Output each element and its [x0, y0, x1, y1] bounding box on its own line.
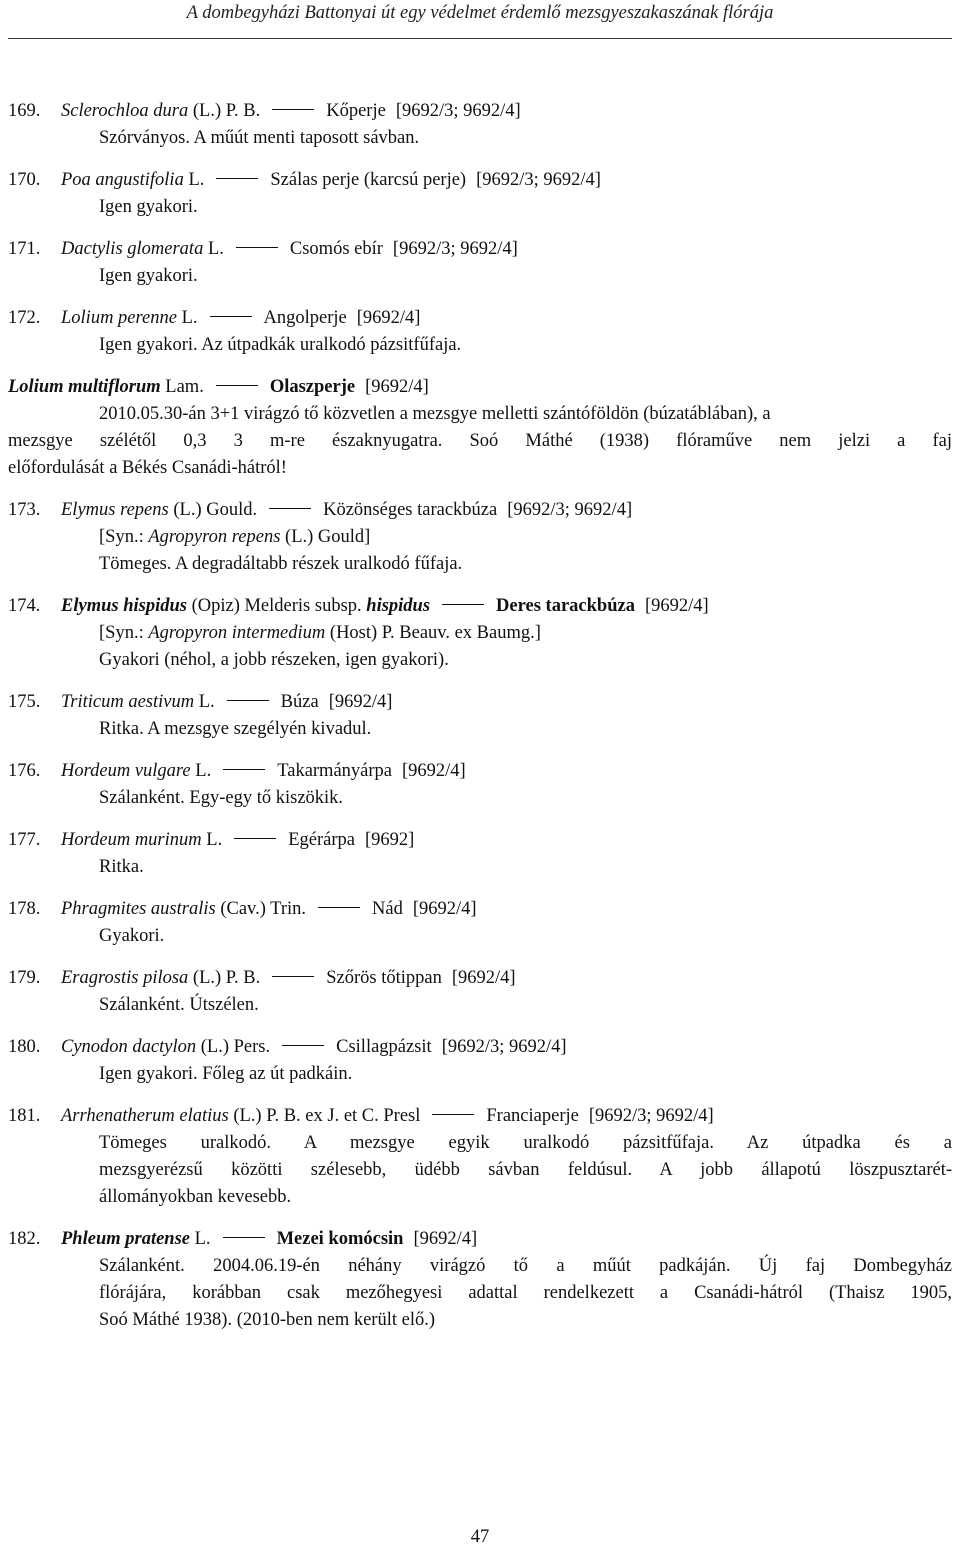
species-entry-177: [8, 827, 952, 881]
map-reference: [9692/4]: [412, 899, 477, 919]
entry-heading: [8, 98, 952, 125]
entry-heading: [8, 374, 952, 401]
species-entry-175: [8, 689, 952, 743]
entry-number: 179.: [8, 968, 41, 988]
entry-note: Szálanként. 2004.06.19-én néhány virágzó tő a műút padkáján. Új faj Dombegyház: [99, 1256, 952, 1276]
entry-note: állományokban kevesebb.: [99, 1187, 292, 1207]
species-entry-169: [8, 98, 952, 152]
entry-note: mezsgyerézsű közötti szélesebb, üdébb sávban feldúsul. A jobb állapotú löszpusztarét-: [99, 1160, 952, 1180]
entry-note: Ritka. A mezsgye szegélyén kivadul.: [99, 719, 372, 739]
species-entry-182: [8, 1226, 952, 1334]
author-citation: L.: [188, 170, 205, 190]
scientific-name: Eragrostis pilosa: [61, 968, 189, 988]
map-reference: [9692/3; 9692/4]: [395, 101, 521, 121]
entry-number: 171.: [8, 239, 41, 259]
scientific-name: Cynodon dactylon: [61, 1037, 197, 1057]
scientific-name: Phleum pratense: [61, 1229, 190, 1249]
entry-number: 177.: [8, 830, 41, 850]
author-citation: L.: [206, 830, 223, 850]
common-name: Kőperje: [326, 101, 386, 121]
common-name: Csillagpázsit: [336, 1037, 432, 1057]
map-reference: [9692]: [364, 830, 415, 850]
entry-heading: [8, 593, 952, 620]
synonym-author: (L.) Gould]: [285, 527, 371, 547]
entry-heading: [8, 167, 952, 194]
scientific-name: Lolium multiflorum: [8, 377, 161, 397]
map-reference: [9692/3; 9692/4]: [441, 1037, 567, 1057]
entry-heading: [8, 1226, 952, 1253]
author-citation: L.: [194, 1229, 211, 1249]
em-dash: [442, 604, 484, 605]
entry-number: 180.: [8, 1037, 41, 1057]
entry-note: előfordulását a Békés Csanádi-hátról!: [8, 458, 287, 478]
species-entry-173: [8, 497, 952, 578]
author-citation: L.: [198, 692, 215, 712]
common-name: Szőrös tőtippan: [326, 968, 442, 988]
map-reference: [9692/3; 9692/4]: [392, 239, 518, 259]
common-name: Takarmányárpa: [277, 761, 392, 781]
species-entry-176: [8, 758, 952, 812]
scientific-name: Hordeum murinum: [61, 830, 202, 850]
entry-heading: [8, 896, 952, 923]
entry-heading: [8, 497, 952, 524]
scientific-name: Arrhenatherum elatius: [61, 1106, 229, 1126]
synonym-author: (Host) P. Beauv. ex Baumg.]: [329, 623, 541, 643]
entry-heading: [8, 236, 952, 263]
species-entry-178: [8, 896, 952, 950]
em-dash: [216, 385, 258, 386]
em-dash: [318, 907, 360, 908]
common-name: Egérárpa: [288, 830, 355, 850]
map-reference: [9692/4]: [328, 692, 393, 712]
author-citation: (Opiz) Melderis subsp.: [191, 596, 362, 616]
author-citation: (L.) Gould.: [173, 500, 258, 520]
species-entry-180: [8, 1034, 952, 1088]
em-dash: [223, 769, 265, 770]
entry-number: 174.: [8, 596, 41, 616]
em-dash: [272, 109, 314, 110]
entry-number: 178.: [8, 899, 41, 919]
author-citation: (L.) P. B.: [192, 968, 261, 988]
entry-number: 172.: [8, 308, 41, 328]
em-dash: [210, 316, 252, 317]
entry-heading: [8, 1103, 952, 1130]
entry-note: Igen gyakori. Az útpadkák uralkodó pázsitfűfaja.: [99, 335, 462, 355]
common-name: Nád: [372, 899, 403, 919]
page-number: 47: [470, 1527, 490, 1547]
species-entry-179: [8, 965, 952, 1019]
map-reference: [9692/4]: [356, 308, 421, 328]
author-citation: L.: [181, 308, 198, 328]
scientific-name: Poa angustifolia: [61, 170, 184, 190]
entry-note: Soó Máthé 1938). (2010-ben nem került elő.): [99, 1310, 436, 1330]
map-reference: [9692/4]: [451, 968, 516, 988]
author-citation: (Cav.) Trin.: [220, 899, 306, 919]
scientific-name: Sclerochloa dura: [61, 101, 189, 121]
entry-heading: [8, 1034, 952, 1061]
entry-note: Igen gyakori.: [99, 266, 198, 286]
common-name: Olaszperje: [269, 377, 356, 397]
em-dash: [282, 1045, 324, 1046]
common-name: Franciaperje: [486, 1106, 579, 1126]
entry-note: Szálanként. Egy-egy tő kiszökik.: [99, 788, 344, 808]
entry-heading: [8, 758, 952, 785]
entry-note: Tömeges uralkodó. A mezsgye egyik uralkodó pázsitfűfaja. Az útpadka és a: [99, 1133, 952, 1153]
em-dash: [227, 700, 269, 701]
entry-note: Tömeges. A degradáltabb részek uralkodó fűfaja.: [99, 554, 463, 574]
entry-heading: [8, 689, 952, 716]
map-reference: [9692/3; 9692/4]: [507, 500, 633, 520]
synonym-name: Agropyron repens: [148, 527, 281, 547]
entry-number: 181.: [8, 1106, 41, 1126]
common-name: Közönséges tarackbúza: [323, 500, 498, 520]
map-reference: [9692/4]: [402, 761, 466, 781]
species-entry-171: [8, 236, 952, 290]
species-entry-174: [8, 593, 952, 674]
species-entry-172: [8, 305, 952, 359]
scientific-name: Hordeum vulgare: [61, 761, 191, 781]
entry-note: Gyakori (néhol, a jobb részeken, igen gyakori).: [99, 650, 449, 670]
entry-note: flórájára, korábban csak mezőhegyesi adattal rendelkezett a Csanádi-hátról (Thaisz 1905,: [99, 1283, 952, 1303]
em-dash: [272, 976, 314, 977]
author-citation: (L.) P. B. ex J. et C. Presl: [233, 1106, 421, 1126]
entry-heading: [8, 305, 952, 332]
scientific-name: Elymus repens: [61, 500, 169, 520]
author-citation: L.: [195, 761, 212, 781]
entry-number: 175.: [8, 692, 41, 712]
common-name: Szálas perje (karcsú perje): [270, 170, 467, 190]
synonym-name: Agropyron intermedium: [148, 623, 326, 643]
entry-note: Szálanként. Útszélen.: [99, 995, 259, 1015]
author-citation: L.: [207, 239, 224, 259]
map-reference: [9692/3; 9692/4]: [588, 1106, 714, 1126]
em-dash: [234, 838, 276, 839]
common-name: Mezei komócsin: [276, 1229, 404, 1249]
synonym-line: [8, 620, 952, 647]
entry-number: 170.: [8, 170, 41, 190]
author-citation: (L.) P. B.: [192, 101, 261, 121]
author-citation: (L.) Pers.: [200, 1037, 271, 1057]
scientific-name: Elymus hispidus: [61, 596, 187, 616]
scientific-name: Lolium perenne: [61, 308, 177, 328]
species-entry-181: [8, 1103, 952, 1211]
common-name: Csomós ebír: [289, 239, 383, 259]
common-name: Angolperje: [263, 308, 347, 328]
entry-number: 173.: [8, 500, 41, 520]
entry-note: mezsgye szélétől 0,3 3 m-re északnyugatra. Soó Máthé (1938) flóraműve nem jelzi a faj: [8, 431, 952, 451]
entry-note: Igen gyakori.: [99, 197, 198, 217]
common-name: Deres tarackbúza: [496, 596, 635, 616]
synonym-line: [8, 524, 952, 551]
entry-heading: [8, 827, 952, 854]
map-reference: [9692/4]: [365, 377, 429, 397]
map-reference: [9692/3; 9692/4]: [476, 170, 601, 190]
em-dash: [216, 178, 258, 179]
entry-note: Gyakori.: [99, 926, 165, 946]
entry-note: Szórványos. A műút menti taposott sávban.: [99, 128, 420, 148]
header-rule: [8, 38, 952, 39]
author-citation: Lam.: [165, 377, 204, 397]
em-dash: [269, 508, 311, 509]
species-list: [8, 98, 952, 1349]
common-name: Búza: [280, 692, 319, 712]
em-dash: [223, 1237, 265, 1238]
entry-note: Ritka.: [99, 857, 144, 877]
em-dash: [432, 1114, 474, 1115]
synonym-prefix: [Syn.:: [99, 527, 144, 547]
entry-note: Igen gyakori. Főleg az út padkáin.: [99, 1064, 353, 1084]
scientific-name: Dactylis glomerata: [61, 239, 204, 259]
em-dash: [236, 247, 278, 248]
entry-note: 2010.05.30-án 3+1 virágzó tő közvetlen a mezsgye melletti szántóföldön (búzatáblában), a: [99, 404, 771, 424]
species-entry-lolium-multiflorum: [8, 374, 952, 482]
scientific-name: Triticum aestivum: [61, 692, 195, 712]
subspecies-name: hispidus: [366, 596, 431, 616]
entry-number: 182.: [8, 1229, 41, 1249]
map-reference: [9692/4]: [413, 1229, 478, 1249]
entry-number: 176.: [8, 761, 41, 781]
species-entry-170: [8, 167, 952, 221]
synonym-prefix: [Syn.:: [99, 623, 144, 643]
running-header: A dombegyházi Battonyai út egy védelmet érdemlő mezsgyeszakaszának flórája: [186, 3, 774, 23]
entry-number: 169.: [8, 101, 41, 121]
entry-heading: [8, 965, 952, 992]
map-reference: [9692/4]: [644, 596, 709, 616]
scientific-name: Phragmites australis: [61, 899, 216, 919]
